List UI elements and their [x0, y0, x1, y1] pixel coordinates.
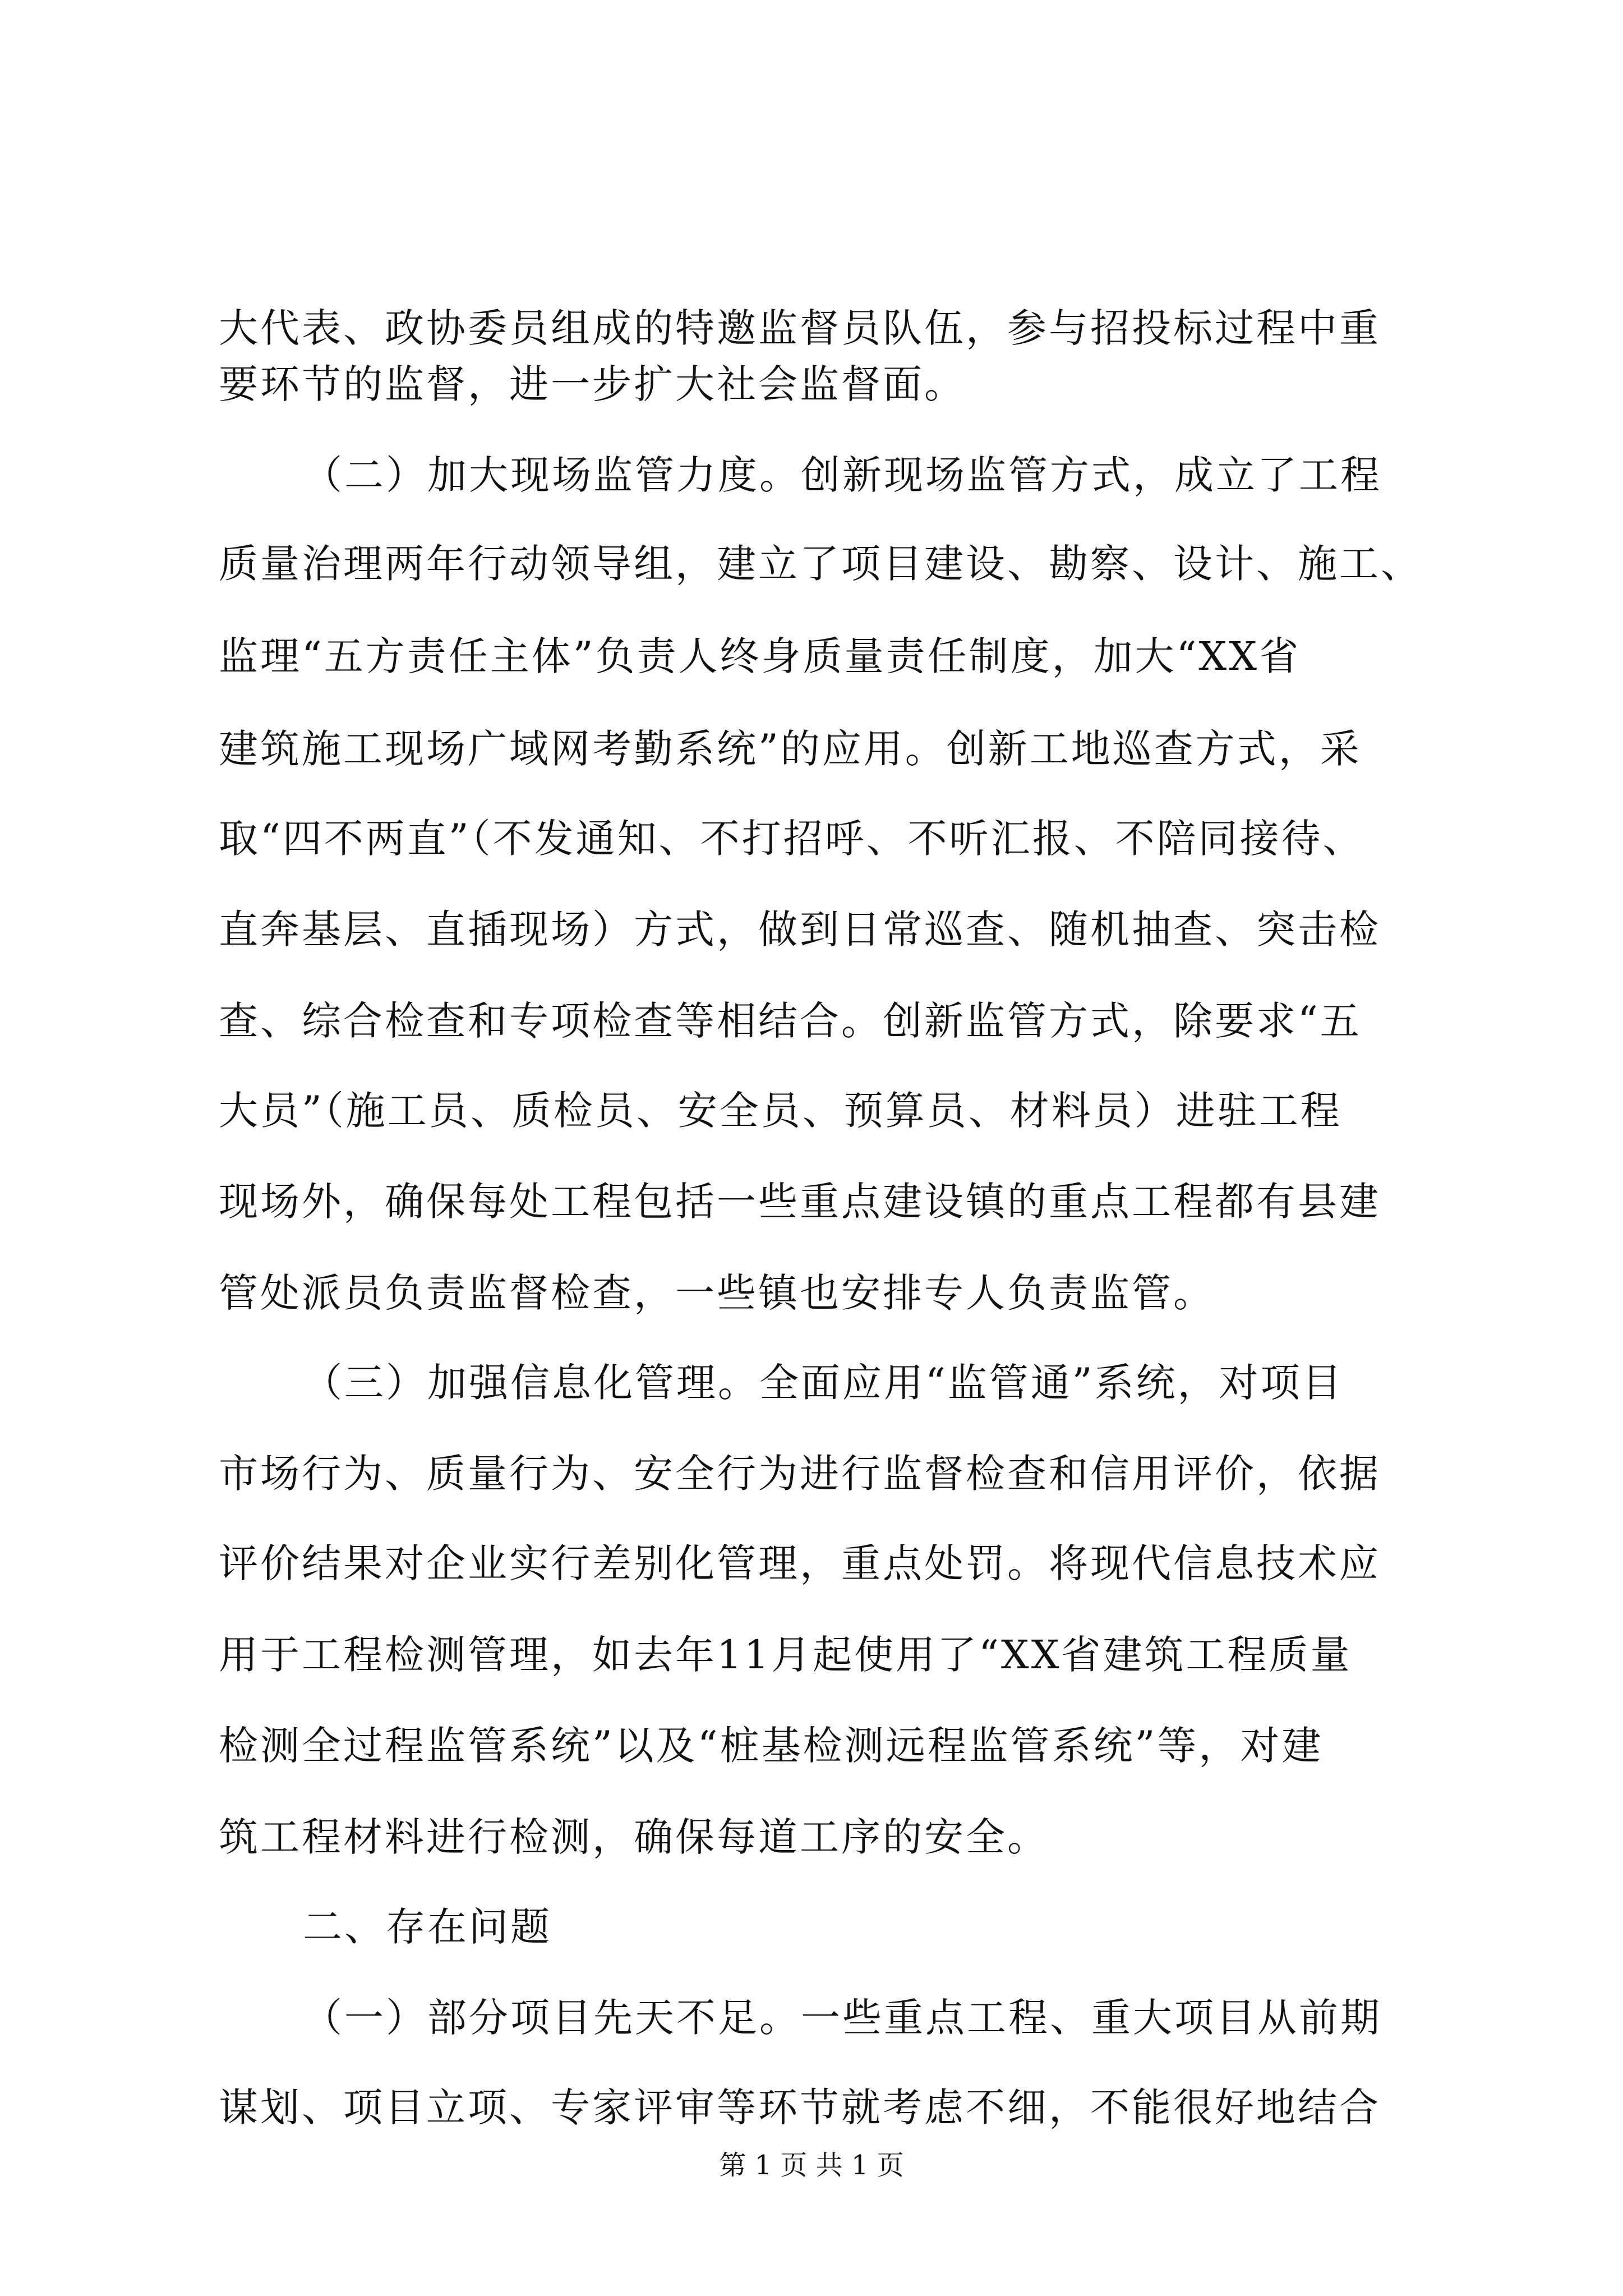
body-text-line: 现场外，确保每处工程包括一些重点建设镇的重点工程都有县建: [219, 1179, 1381, 1225]
body-text-line: 用于工程检测管理，如去年11月起使用了“XX省建筑工程质量: [219, 1632, 1352, 1678]
body-text-line: 筑工程材料进行检测，确保每道工序的安全。: [219, 1814, 1049, 1860]
body-text-line: 取“四不两直”（不发通知、不打招呼、不听汇报、不陪同接待、: [219, 816, 1364, 862]
body-text-line: 要环节的监督，进一步扩大社会监督面。: [219, 361, 966, 407]
body-text-line: 直奔基层、直插现场）方式，做到日常巡查、随机抽查、突击检: [219, 907, 1381, 953]
body-text-line: 质量治理两年行动领导组，建立了项目建设、勘察、设计、施工、: [219, 541, 1422, 587]
body-text-line: （三）加强信息化管理。全面应用“监管通”系统，对项目: [303, 1360, 1344, 1406]
body-text-line: 谋划、项目立项、专家评审等环节就考虑不细，不能很好地结合: [219, 2085, 1381, 2131]
body-text-line: 市场行为、质量行为、安全行为进行监督检查和信用评价，依据: [219, 1451, 1381, 1497]
body-text-line: 查、综合检查和专项检查等相结合。创新监管方式，除要求“五: [219, 998, 1362, 1044]
body-text-line: 大员”（施工员、质检员、安全员、预算员、材料员）进驻工程: [219, 1088, 1342, 1134]
page-footer: 第 1 页 共 1 页: [719, 2150, 904, 2181]
body-text-line: 大代表、政协委员组成的特邀监督员队伍，参与招投标过程中重: [219, 305, 1381, 351]
body-text-line: （一）部分项目先天不足。一些重点工程、重大项目从前期: [303, 1995, 1382, 2041]
body-text-line: 检测全过程监管系统”以及“桩基检测远程监管系统”等，对建: [219, 1723, 1324, 1769]
section-heading: 二、存在问题: [303, 1904, 552, 1950]
body-text-line: 监理“五方责任主体”负责人终身质量责任制度，加大“XX省: [219, 633, 1301, 679]
body-text-line: 评价结果对企业实行差别化管理，重点处罚。将现代信息技术应: [219, 1540, 1381, 1586]
body-text-line: 管处派员负责监督检查，一些镇也安排专人负责监管。: [219, 1270, 1215, 1316]
body-text-line: 建筑施工现场广域网考勤系统”的应用。创新工地巡查方式，采: [219, 726, 1362, 772]
body-text-line: （二）加大现场监管力度。创新现场监管方式，成立了工程: [303, 452, 1382, 498]
